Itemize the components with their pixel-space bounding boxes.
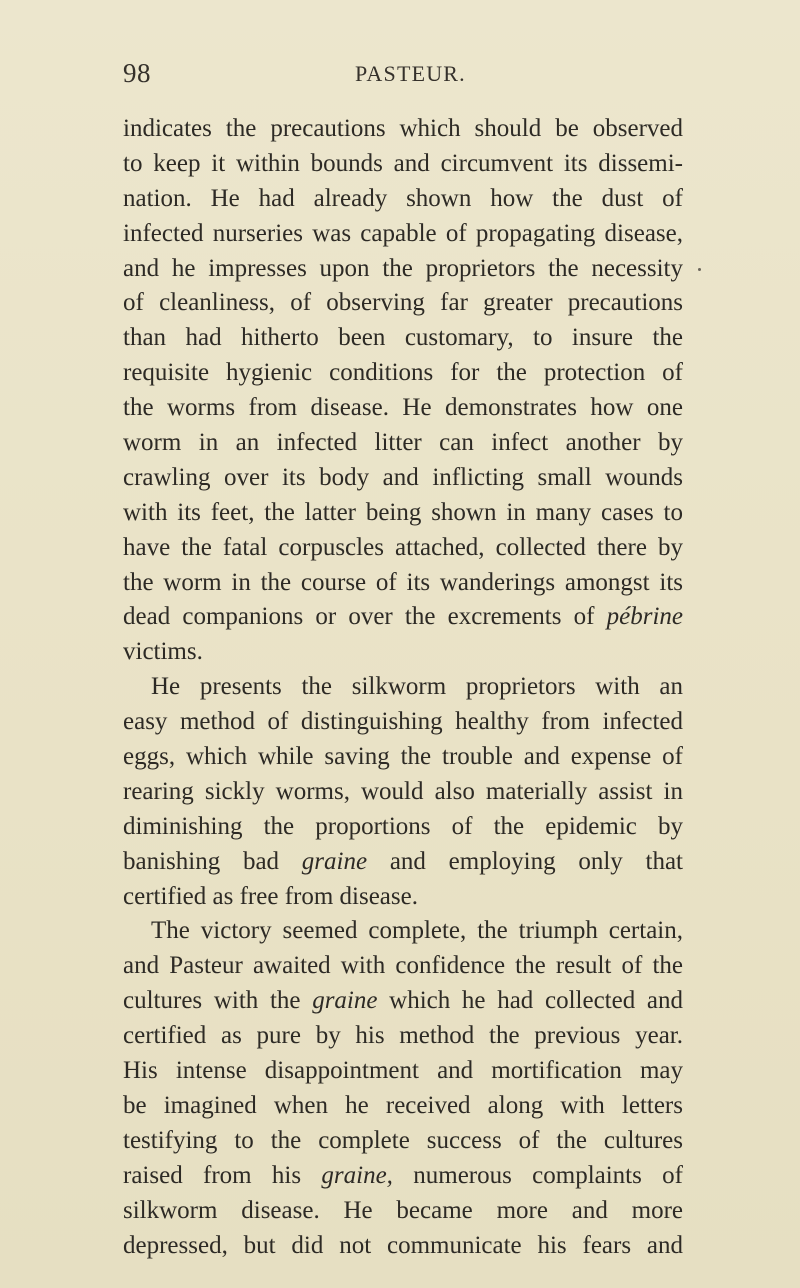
paragraph-start-line: The victory seemed complete, the triumph certain, [151,917,683,945]
paragraph-start-line: He presents the silkworm proprietors with an [151,673,683,701]
italic-term: graine, [321,1161,393,1189]
text-line: and he impresses upon the proprietors the necessity [123,254,683,282]
text-line: have the fatal corpuscles attached, collected there by [123,533,683,561]
text-line: His intense disappointment and mortification may [123,1057,683,1085]
text-line: raised from his graine, numerous complaints of [123,1161,683,1189]
text-line: be imagined when he received along with letters [123,1091,683,1119]
text-line: certified as pure by his method the previous year. [123,1022,683,1050]
italic-term: graine [312,987,378,1015]
text-line: with its feet, the latter being shown in many cases to [123,498,683,526]
text-line: worm in an infected litter can infect another by [123,429,683,457]
text-line: than had hitherto been customary, to insure the [123,324,683,352]
text-line: rearing sickly worms, would also materially assist in [123,777,683,805]
running-head [123,58,683,92]
text-line: nation. He had already shown how the dust of [123,184,683,212]
text-line: the worms from disease. He demonstrates how one [123,394,683,422]
text-line: testifying to the complete success of the cultures [123,1126,683,1154]
text-line: certified as free from disease. [123,882,418,910]
text-line: the worm in the course of its wanderings amongst its [123,568,683,596]
text-line: diminishing the proportions of the epidemic by [123,812,683,840]
page-number: 98 [123,58,151,88]
body-text [123,112,683,1263]
italic-term: pébrine [606,603,683,631]
text-line: cultures with the graine which he had collected and [123,987,683,1015]
running-title: PASTEUR. [355,61,466,86]
text-line: requisite hygienic conditions for the protection of [123,359,683,387]
text-line: crawling over its body and inflicting small wounds [123,463,683,491]
text-line: eggs, which while saving the trouble and expense of [123,743,683,771]
text-line: indicates the precautions which should be observed [123,115,683,142]
text-line: victims. [123,638,203,666]
text-line: easy method of distinguishing healthy from infected [123,708,683,736]
italic-term: graine [301,847,368,875]
text-line: banishing bad graine and employing only that [123,847,683,875]
text-line: of cleanliness, of observing far greater precautions [123,289,683,317]
text-line: to keep it within bounds and circumvent its dissemi- [123,149,683,177]
text-line: dead companions or over the excrements of pébrine [123,603,683,631]
text-line: and Pasteur awaited with confidence the result of the [123,952,683,980]
text-line: silkworm disease. He became more and more [123,1196,683,1224]
text-line: infected nurseries was capable of propagating disease, [123,219,683,247]
print-speck [698,268,701,271]
text-line: depressed, but did not communicate his fears and [123,1231,683,1259]
